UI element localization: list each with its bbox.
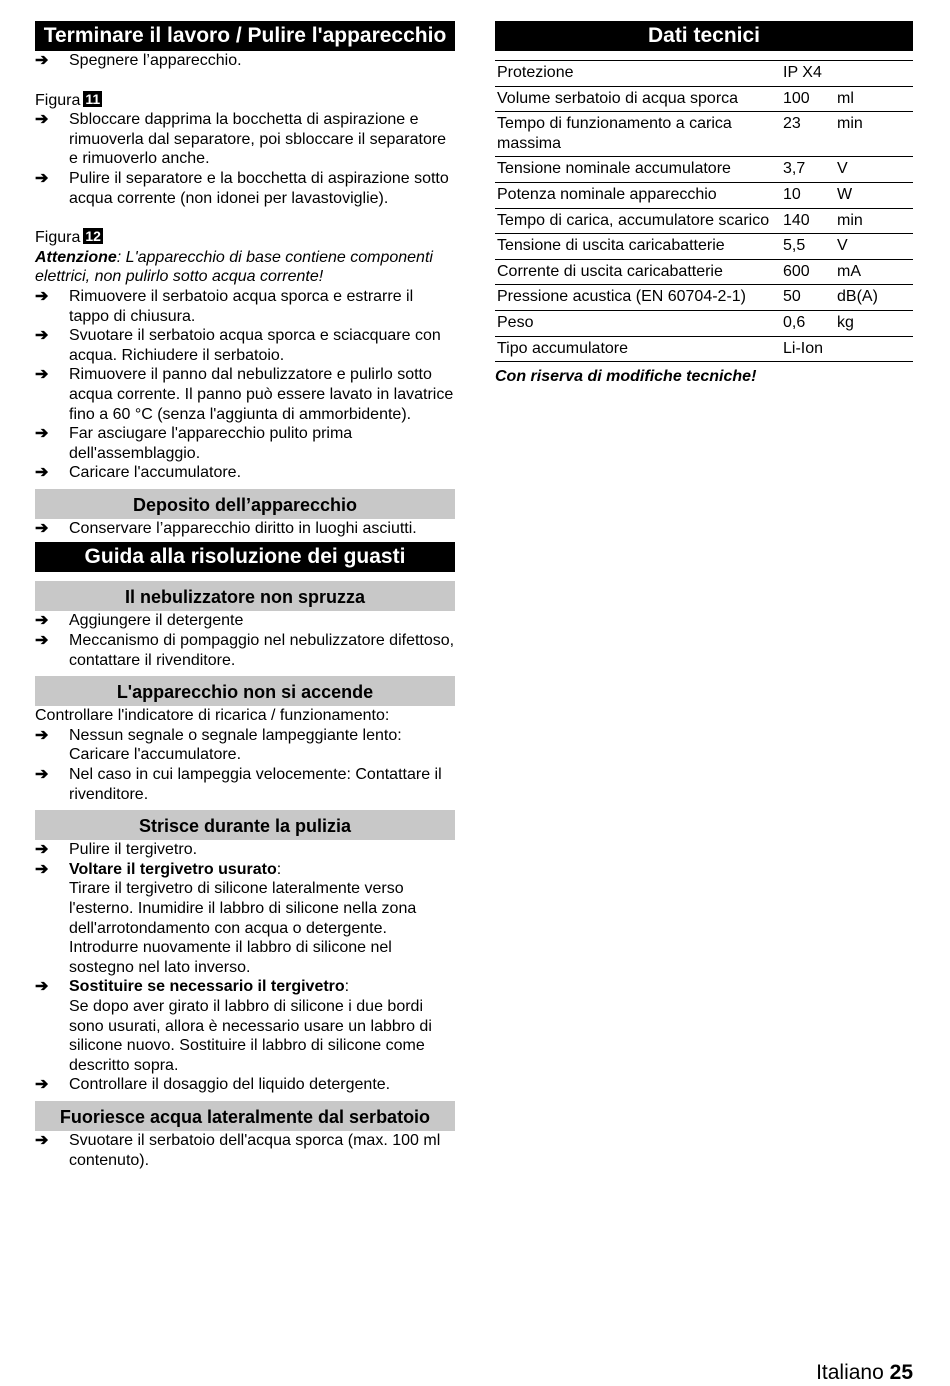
subsection-heading-water-leak: Fuoriesce acqua lateralmente dal serbatoio — [35, 1101, 455, 1131]
spec-unit-cell: kg — [835, 310, 913, 336]
bullet-text: Tirare il tergivetro di silicone lateralmente verso l'esterno. Inumidire il labbro di silicone nella zona dell'arrotondamento con acqua o detergente. Introdurre nuovamente il labbro di silicone nel sostegno nel lato inverso. — [69, 880, 417, 976]
list-item — [35, 365, 455, 424]
arrow-icon: ➔ — [35, 1076, 49, 1094]
bullet-text: Conservare l’apparecchio diritto in luoghi asciutti. — [69, 519, 417, 537]
table-row — [495, 208, 913, 234]
spec-value-cell: Li-Ion — [781, 336, 835, 362]
figure-number-badge: 12 — [85, 228, 101, 245]
subsection-heading-streaks: Strisce durante la pulizia — [35, 810, 455, 840]
warning-note — [35, 248, 455, 287]
spec-name-cell: Potenza nominale apparecchio — [495, 182, 781, 208]
spec-value-cell: 5,5 — [781, 234, 835, 260]
table-row — [495, 86, 913, 112]
table-row — [495, 310, 913, 336]
bullet-text: Spegnere l’apparecchio. — [69, 52, 242, 69]
left-column — [35, 21, 455, 1170]
list-item — [35, 726, 455, 765]
spec-value-cell: 140 — [781, 208, 835, 234]
bullet-text: Rimuovere il serbatoio acqua sporca e estrarre il tappo di chiusura. — [69, 287, 414, 325]
bullet-text: Pulire il separatore e la bocchetta di aspirazione sotto acqua corrente (non idonei per lavastoviglie). — [69, 169, 449, 207]
spec-value-cell: 0,6 — [781, 310, 835, 336]
section-heading-technical-data: Dati tecnici — [495, 21, 913, 51]
spec-unit-cell: min — [835, 208, 913, 234]
subsection-heading-no-power: L'apparecchio non si accende — [35, 676, 455, 706]
table-row — [495, 61, 913, 87]
table-row — [495, 182, 913, 208]
spec-unit-cell: V — [835, 234, 913, 260]
technical-data-table — [495, 60, 913, 362]
spec-unit-cell: V — [835, 157, 913, 183]
spec-unit-cell: ml — [835, 86, 913, 112]
spec-value-cell: 100 — [781, 86, 835, 112]
list-item — [35, 424, 455, 463]
spec-unit-cell: W — [835, 182, 913, 208]
spec-value-cell: 23 — [781, 112, 835, 157]
spec-value-cell: 600 — [781, 259, 835, 285]
table-row — [495, 259, 913, 285]
arrow-icon: ➔ — [35, 52, 49, 69]
bullet-text: Pulire il tergivetro. — [69, 841, 198, 859]
bullet-text: Far asciugare l'apparecchio pulito prima dell'assemblaggio. — [69, 425, 353, 462]
arrow-icon: ➔ — [35, 111, 49, 129]
page-footer — [816, 1360, 913, 1386]
spec-name-cell: Protezione — [495, 61, 781, 87]
figure-label: Figura — [35, 91, 81, 109]
table-row — [495, 112, 913, 157]
section-heading-troubleshooting: Guida alla risoluzione dei guasti — [35, 542, 455, 572]
bullet-text: Svuotare il serbatoio acqua sporca e sciacquare con acqua. Richiudere il serbatoio. — [69, 327, 441, 364]
spec-unit-cell — [835, 336, 913, 362]
spec-name-cell: Corrente di uscita caricabatterie — [495, 259, 781, 285]
bullet-text: Nessun segnale o segnale lampeggiante lento: Caricare l'accumulatore. — [69, 726, 402, 764]
list-item — [35, 287, 455, 326]
spec-value-cell: IP X4 — [781, 61, 835, 87]
subsection-heading-sprayer: Il nebulizzatore non spruzza — [35, 581, 455, 611]
list-item — [35, 611, 455, 631]
arrow-icon: ➔ — [35, 366, 49, 384]
technical-changes-note: Con riserva di modifiche tecniche! — [495, 368, 757, 386]
warning-text: : L'apparecchio di base contiene componenti elettrici, non pulirlo sotto acqua corrente! — [35, 248, 433, 286]
bullet-text: Controllare il dosaggio del liquido detergente. — [69, 1076, 391, 1094]
arrow-icon: ➔ — [35, 519, 49, 537]
bullet-text: Caricare l'accumulatore. — [69, 464, 242, 482]
spec-value-cell: 3,7 — [781, 157, 835, 183]
warning-label: Attenzione — [35, 248, 117, 266]
figure-reference — [35, 228, 455, 248]
arrow-icon: ➔ — [35, 978, 49, 996]
page-number: 25 — [889, 1361, 913, 1384]
arrow-icon: ➔ — [35, 860, 49, 878]
bullet-text: Meccanismo di pompaggio nel nebulizzatore difettoso, contattare il rivenditore. — [69, 632, 455, 669]
arrow-icon: ➔ — [35, 632, 49, 650]
arrow-icon: ➔ — [35, 766, 49, 784]
list-item — [35, 110, 455, 169]
spec-name-cell: Tensione di uscita caricabatterie — [495, 234, 781, 260]
list-item — [35, 1131, 455, 1170]
bullet-bold-text: Sostituire se necessario il tergivetro — [69, 978, 345, 996]
spec-name-cell: Peso — [495, 310, 781, 336]
bullet-bold-text: Voltare il tergivetro usurato — [69, 860, 277, 878]
arrow-icon: ➔ — [35, 327, 49, 345]
figure-label: Figura — [35, 229, 81, 247]
arrow-icon: ➔ — [35, 726, 49, 744]
intro-text: Controllare l'indicatore di ricarica / funzionamento: — [35, 707, 390, 725]
subsection-heading-storage: Deposito dell’apparecchio — [35, 489, 455, 519]
bullet-text: Nel caso in cui lampeggia velocemente: Contattare il rivenditore. — [69, 766, 442, 803]
spec-unit-cell: mA — [835, 259, 913, 285]
spec-value-cell: 10 — [781, 182, 835, 208]
figure-reference — [35, 91, 455, 111]
section-heading-cleaning: Terminare il lavoro / Pulire l'apparecchio — [35, 21, 455, 51]
right-column — [495, 21, 913, 387]
table-row — [495, 336, 913, 362]
bullet-text: Svuotare il serbatoio dell'acqua sporca (max. 100 ml contenuto). — [69, 1131, 441, 1169]
list-item — [35, 1075, 455, 1095]
list-item — [35, 519, 455, 539]
spec-unit-cell — [835, 61, 913, 87]
spec-name-cell: Tempo di carica, accumulatore scarico — [495, 208, 781, 234]
bullet-text: Se dopo aver girato il labbro di silicone i due bordi sono usurati, allora è necessario usare un labbro di silicone nuovo. Sostituire il labbro di silicone come descritto sopra. — [69, 997, 432, 1074]
table-row — [495, 285, 913, 311]
arrow-icon: ➔ — [35, 287, 49, 305]
list-item — [35, 169, 455, 208]
bullet-text: Aggiungere il detergente — [69, 612, 244, 630]
list-item: ➔ Sostituire se necessario il tergivetro: Se dopo aver girato il labbro di silicone i due bordi sono usurati, allora è necessario usare un labbro di silicone nuovo. Sostituire il labbro di silicone come descritto sopra. — [35, 978, 432, 1074]
arrow-icon: ➔ — [35, 425, 49, 443]
arrow-icon: ➔ — [35, 612, 49, 630]
list-item — [35, 840, 455, 860]
spec-value-cell: 50 — [781, 285, 835, 311]
figure-number-badge: 11 — [85, 90, 101, 107]
spec-name-cell: Volume serbatoio di acqua sporca — [495, 86, 781, 112]
spec-name-cell: Pressione acustica (EN 60704-2-1) — [495, 285, 781, 311]
list-item — [35, 631, 455, 670]
spec-unit-cell: dB(A) — [835, 285, 913, 311]
bullet-text: Rimuovere il panno dal nebulizzatore e pulirlo sotto acqua corrente. Il panno può essere lavato in lavatrice fino a 60 °C (senza l'aggiunta di ammorbidente). — [69, 366, 454, 423]
spec-unit-cell: min — [835, 112, 913, 157]
bullet-text: Sbloccare dapprima la bocchetta di aspirazione e rimuoverla dal separatore, poi sbloccare il separatore e rimuoverlo anche. — [69, 111, 447, 168]
spec-name-cell: Tipo accumulatore — [495, 336, 781, 362]
table-row — [495, 157, 913, 183]
list-item — [35, 765, 455, 804]
arrow-icon: ➔ — [35, 841, 49, 859]
table-row — [495, 234, 913, 260]
spec-name-cell: Tempo di funzionamento a carica massima — [495, 112, 781, 157]
list-item — [35, 51, 455, 71]
list-item — [35, 326, 455, 365]
footer-language: Italiano — [816, 1361, 884, 1384]
arrow-icon: ➔ — [35, 464, 49, 482]
arrow-icon: ➔ — [35, 169, 49, 187]
list-item — [35, 463, 455, 483]
arrow-icon: ➔ — [35, 1131, 49, 1149]
spec-name-cell: Tensione nominale accumulatore — [495, 157, 781, 183]
list-item: ➔ Voltare il tergivetro usurato: Tirare il tergivetro di silicone lateralmente verso l'esterno. Inumidire il labbro di silicone nella zona dell'arrotondamento con acqua o detergente. Introdurre nuovamente il labbro di silicone nel sostegno nel lato inverso. — [35, 860, 417, 976]
